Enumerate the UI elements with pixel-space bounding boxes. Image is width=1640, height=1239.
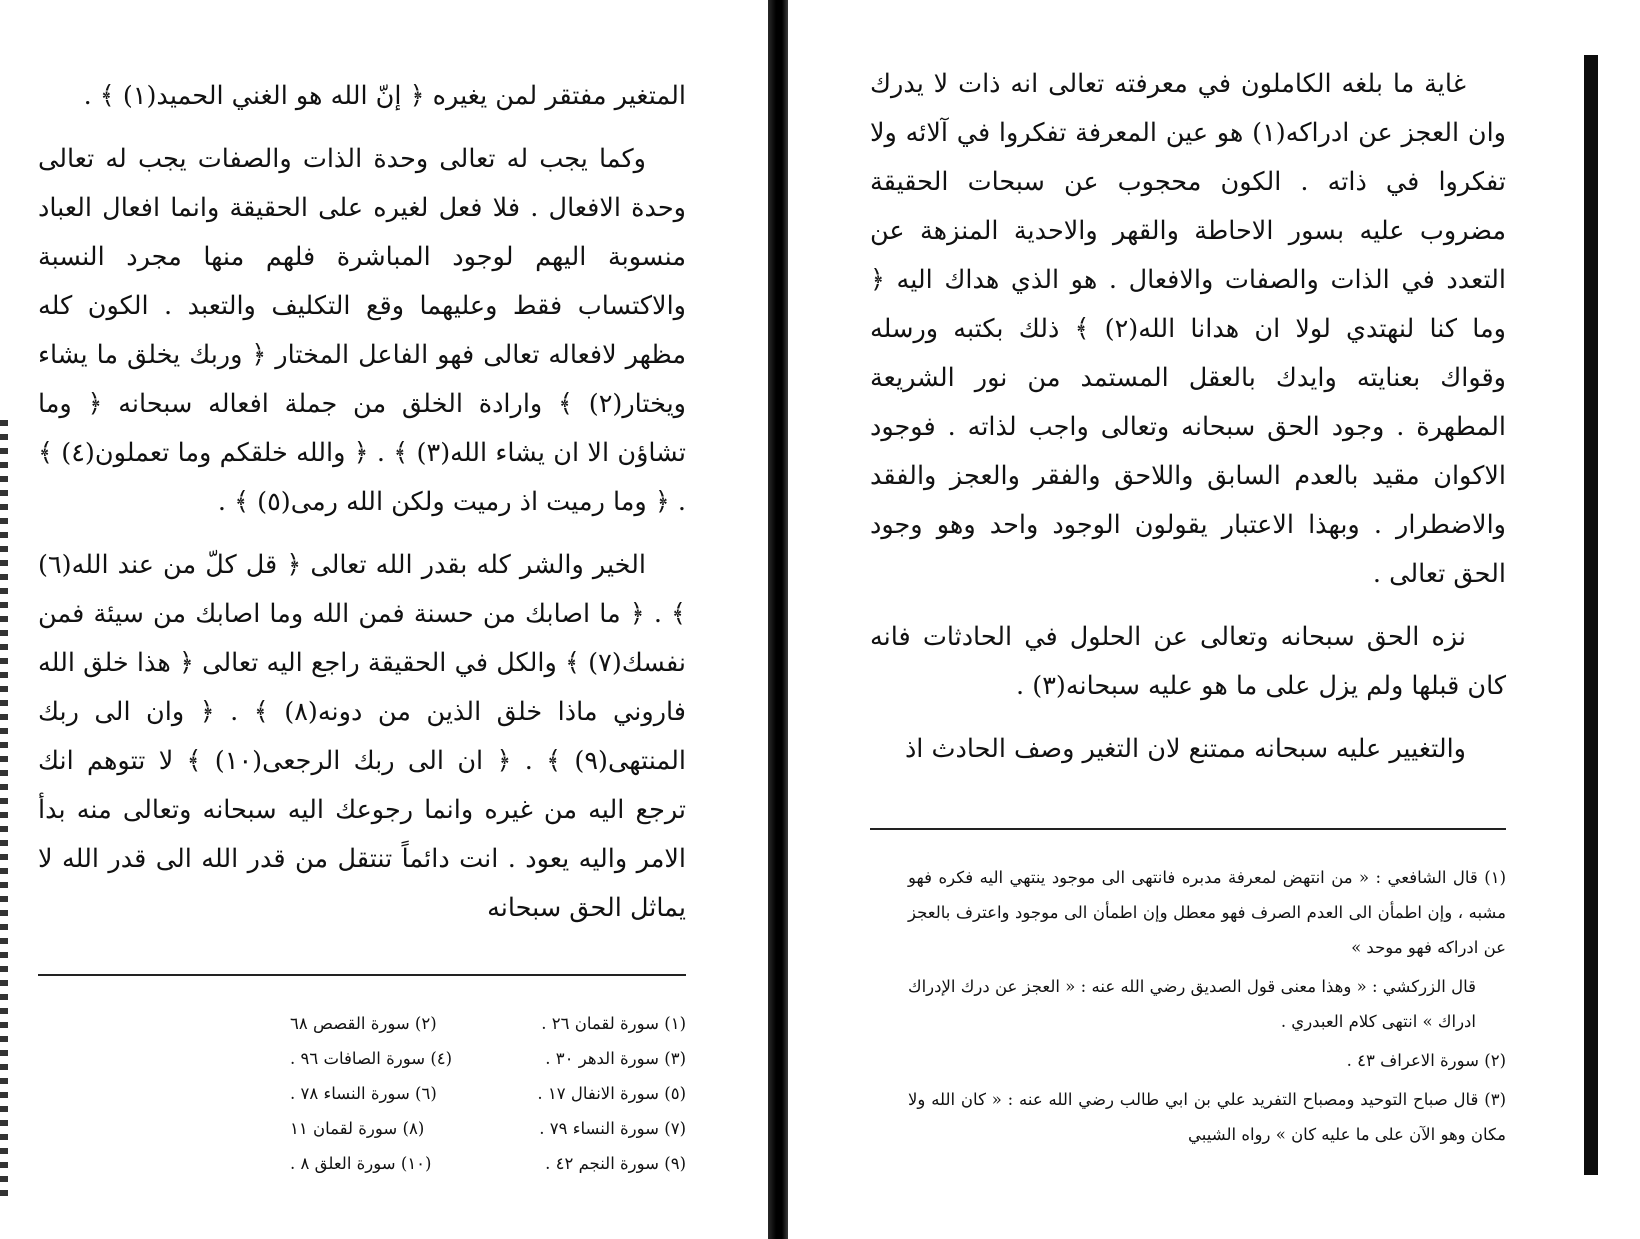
left-page (0, 0, 768, 1239)
left-paragraph-1: المتغير مفتقر لمن يغيره ﴿ إنّ الله هو الغني الحميد(١) ﴾ . (83, 81, 686, 111)
left-footnotes (290, 1006, 686, 1181)
footnote-row (290, 1076, 686, 1111)
right-page-body (870, 60, 1506, 788)
footnote: (١) قال الشافعي : « من انتهض لمعرفة مدبره فانتهى الى موجود ينتهي اليه فكره فهو مشبه ، وإن اطمأن الى العدم الصرف فهو معطل وإن اطمأن الى موجود واعترف بالعجز عن ادراكه فهو موحد » (908, 868, 1506, 957)
right-footnotes (908, 860, 1506, 1156)
right-page (788, 0, 1640, 1239)
right-paragraph-3: والتغيير عليه سبحانه ممتنع لان التغير وصف الحادث اذ (904, 734, 1466, 764)
footnote: (٧) سورة النساء ٧٩ . (539, 1119, 686, 1138)
footnote: (٢) سورة الاعراف ٤٣ . (1346, 1051, 1506, 1070)
scan-edge-artifact (1584, 55, 1598, 1175)
footnote-row (290, 1041, 686, 1076)
footnote-row (290, 1111, 686, 1146)
footnote-row (290, 1006, 686, 1041)
footnote: (١) سورة لقمان ٢٦ . (541, 1014, 686, 1033)
right-paragraph-1: غاية ما بلغه الكاملون في معرفته تعالى انه ذات لا يدرك وان العجز عن ادراكه(١) هو عين المعرفة تفكروا في آلائه ولا تفكروا في ذاته . الكون محجوب عن سبحات الحقيقة مضروب عليه بسور الاحاطة والقهر والاحدية المنزهة عن التعدد في الذات والصفات والافعال . هو الذي هداك اليه ﴿ وما كنا لنهتدي لولا ان هدانا الله(٢) ﴾ ذلك بكتبه ورسله وقواك بعنايته وايدك بالعقل المستمد من نور الشريعة المطهرة . وجود الحق سبحانه وتعالى واجب لذاته . فوجود الاكوان مقيد بالعدم السابق واللاحق والفقر والعجز والفقد والاضطرار . وبهذا الاعتبار يقولون الوجود واحد وهو وجود الحق تعالى . (870, 69, 1506, 589)
footnote: (٥) سورة الانفال ١٧ . (537, 1084, 686, 1103)
right-paragraph-2: نزه الحق سبحانه وتعالى عن الحلول في الحادثات فانه كان قبلها ولم يزل على ما هو عليه سبحانه(٣) . (870, 622, 1506, 701)
book-gutter (768, 0, 788, 1239)
footnote: (٨) سورة لقمان ١١ (290, 1119, 425, 1138)
footnote: (٩) سورة النجم ٤٢ . (545, 1154, 686, 1173)
left-paragraph-2: وكما يجب له تعالى وحدة الذات والصفات يجب له تعالى وحدة الافعال . فلا فعل لغيره على الحقيقة وانما افعال العباد منسوبة اليهم لوجود المباشرة فلهم منها مجرد النسبة والاكتساب فقط وعليهما وقع التكليف والتعبد . الكون كله مظهر لافعاله تعالى فهو الفاعل المختار ﴿ وربك يخلق ما يشاء ويختار(٢) ﴾ وارادة الخلق من جملة افعاله سبحانه ﴿ وما تشاؤن الا ان يشاء الله(٣) ﴾ . ﴿ والله خلقكم وما تعملون(٤) ﴾ . ﴿ وما رميت اذ رميت ولكن الله رمى(٥) ﴾ . (38, 144, 686, 517)
footnote: (٦) سورة النساء ٧٨ . (290, 1084, 437, 1103)
left-page-body (38, 72, 686, 947)
footnote: (٣) سورة الدهر ٣٠ . (545, 1049, 686, 1068)
left-paragraph-3: الخير والشر كله بقدر الله تعالى ﴿ قل كلّ من عند الله(٦) ﴾ . ﴿ ما اصابك من حسنة فمن الله وما اصابك من سيئة فمن نفسك(٧) ﴾ والكل في الحقيقة راجع اليه تعالى ﴿ هذا خلق الله فاروني ماذا خلق الذين من دونه(٨) ﴾ . ﴿ وان الى ربك المنتهى(٩) ﴾ . ﴿ ان الى ربك الرجعى(١٠) ﴾ لا تتوهم انك ترجع اليه من غيره وانما رجوعك اليه سبحانه وتعالى منه بدأ الامر واليه يعود . انت دائماً تنتقل من قدر الله الى قدر الله لا يماثل الحق سبحانه (38, 550, 686, 923)
footnote: قال الزركشي : « وهذا معنى قول الصديق رضي الله عنه : « العجز عن درك الإدراك ادراك » انتهى كلام العبدري . (908, 977, 1476, 1031)
footnote: (٢) سورة القصص ٦٨ (290, 1014, 437, 1033)
footnote: (١٠) سورة العلق ٨ . (290, 1154, 432, 1173)
footnote: (٣) قال صباح التوحيد ومصباح التفريد علي بن ابي طالب رضي الله عنه : « كان الله ولا مكان وهو الآن على ما عليه كان » رواه الشيبي (908, 1090, 1506, 1144)
footnote-divider (870, 828, 1506, 830)
footnote-row (290, 1146, 686, 1181)
footnote: (٤) سورة الصافات ٩٦ . (290, 1049, 453, 1068)
footnote-divider (38, 974, 686, 976)
